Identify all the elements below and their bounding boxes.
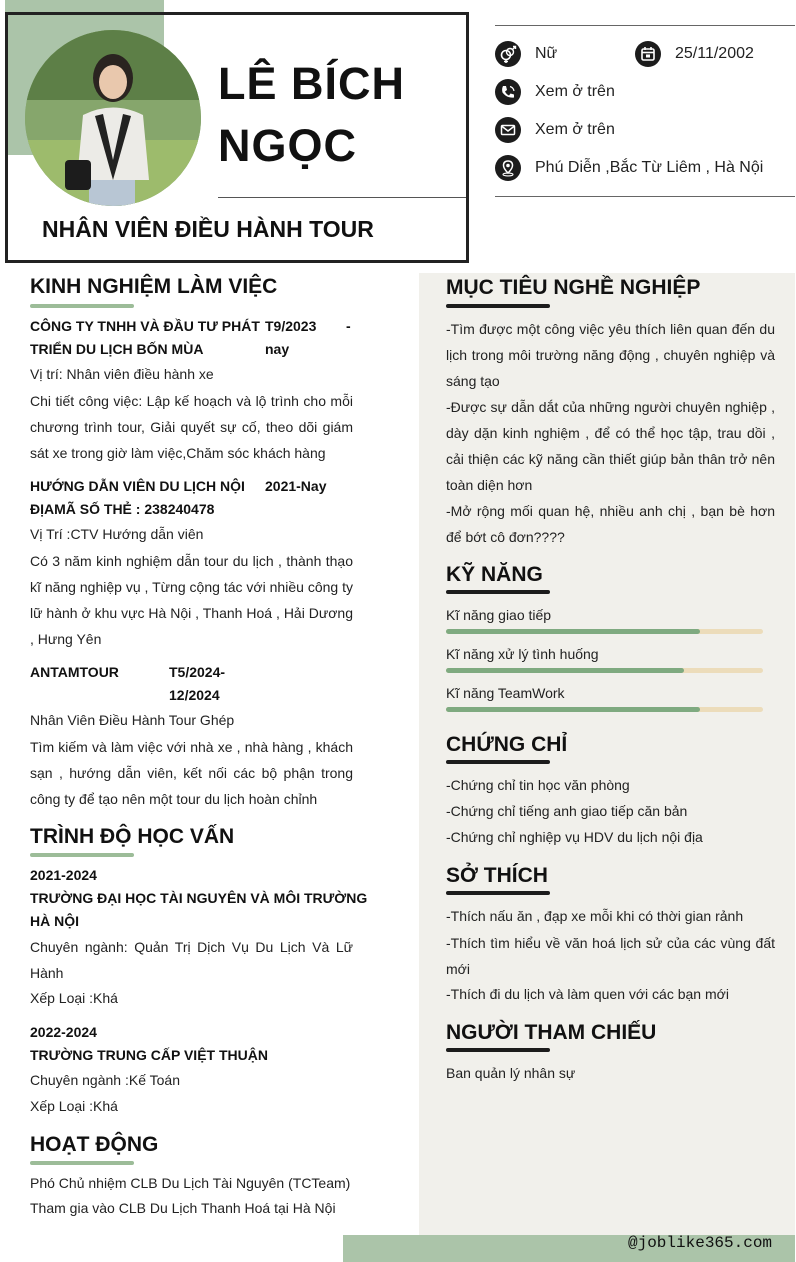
references-title-underline [446,1048,550,1052]
education-title-underline [30,853,134,857]
avatar [25,30,201,206]
job-1-role: Vị trí: Nhân viên điều hành xe [30,366,214,382]
skill-2-bar [446,668,763,673]
skills-title-underline [446,590,550,594]
job-1-company-line1: CÔNG TY TNHH VÀ ĐẦU TƯ PHÁT [30,318,260,334]
contact-top-divider [495,25,795,26]
job-1-description: Chi tiết công việc: Lập kế hoạch và lộ trình cho mỗi chương trình tour, Giải quyết sự cố, theo dõi giám sát xe trong giờ làm việc,Chăm sóc khách hàng [30,393,353,461]
job-2-company-line2: ĐỊAMÃ SỐ THẺ : 238240478 [30,501,215,517]
phone-icon [495,79,521,105]
job-1-date-end: nay [265,341,290,357]
edu-1-school-line2: HÀ NỘI [30,913,79,929]
edu-1-major: Chuyên ngành: Quản Trị Dịch Vụ Du Lịch Và Lữ Hành [30,939,353,981]
footer-watermark: @joblike365.com [628,1234,773,1252]
skill-3-bar [446,707,763,712]
job-3-description: Tìm kiếm và làm việc với nhà xe , nhà hàng , khách sạn , hướng dẫn viên, kết nối các bộ phận trong công ty để tạo nên một tour du lịch hoàn chỉnh [30,739,353,807]
contact-bottom-divider [495,196,795,197]
address-value: Phú Diễn ,Bắc Từ Liêm , Hà Nội [535,159,764,176]
edu-2-years: 2022-2024 [30,1024,97,1040]
job-1-date-start: T9/2023 [265,318,317,334]
name-line-2: NGỌC [218,120,357,171]
name-divider [218,197,466,198]
edu-1-grade: Xếp Loại :Khá [30,990,118,1006]
hobby-item-2: -Thích tìm hiểu về văn hoá lịch sử của các vùng đất mới [446,935,775,977]
experience-title-underline [30,304,134,308]
skill-3-name: Kĩ năng TeamWork [446,685,565,701]
edu-2-school: TRƯỜNG TRUNG CẤP VIỆT THUẬN [30,1047,268,1063]
objective-paragraph-2: -Được sự dẫn dắt của những người chuyên nghiệp , dày dặn kinh nghiệm , để có thể học tập, trau dồi , cải thiện các kỹ năng cần thiết giúp bản thân trở nên toàn diện hơn [446,399,775,493]
experience-title: KINH NGHIỆM LÀM VIỆC [30,275,278,298]
hobbies-title: SỞ THÍCH [446,864,548,887]
certificates-title: CHỨNG CHỈ [446,733,568,756]
job-3-date-end: 12/2024 [169,687,220,703]
calendar-icon [635,41,661,67]
job-2-description: Có 3 năm kinh nghiệm dẫn tour du lịch , thành thạo kĩ năng nghiệp vụ , Từng cộng tác với nhiều công ty lữ hành ở khu vực Hà Nội , Thanh Hoá , Hải Dương , Hưng Yên [30,553,353,647]
skill-2-name: Kĩ năng xử lý tình huống [446,646,599,662]
job-3-role: Nhân Viên Điều Hành Tour Ghép [30,712,235,728]
email-value: Xem ở trên [535,121,615,138]
gender-value: Nữ [535,45,558,62]
job-2-date: 2021-Nay [265,478,327,494]
activity-item-1: Phó Chủ nhiệm CLB Du Lịch Tài Nguyên (TCTeam) [30,1175,351,1191]
hobbies-title-underline [446,891,550,895]
job-title: NHÂN VIÊN ĐIỀU HÀNH TOUR [42,216,374,242]
job-3-date-start: T5/2024- [169,664,226,680]
certificates-title-underline [446,760,550,764]
skill-1-fill [446,629,700,634]
job-3-company: ANTAMTOUR [30,664,119,680]
activity-item-2: Tham gia vào CLB Du Lịch Thanh Hoá tại Hà Nội [30,1200,336,1216]
job-1-company-line2: TRIỂN DU LỊCH BỐN MÙA [30,341,204,357]
edu-1-school-line1: TRƯỜNG ĐẠI HỌC TÀI NGUYÊN VÀ MÔI TRƯỜNG [30,890,368,906]
activities-title-underline [30,1161,134,1165]
skill-2-fill [446,668,684,673]
objective-title: MỤC TIÊU NGHỀ NGHIỆP [446,276,701,299]
edu-1-years: 2021-2024 [30,867,97,883]
objective-paragraph-3: -Mở rộng mối quan hệ, nhiều anh chị , bạn bè hơn để bớt cô đơn???? [446,503,775,545]
hobby-item-1: -Thích nấu ăn , đạp xe mỗi khi có thời gian rảnh [446,908,744,924]
profile-photo [25,30,201,206]
gender-icon [495,41,521,67]
name-line-1: LÊ BÍCH [218,58,405,109]
certificate-item-2: -Chứng chỉ tiếng anh giao tiếp căn bản [446,803,688,819]
edu-2-grade: Xếp Loại :Khá [30,1098,118,1114]
skill-1-name: Kĩ năng giao tiếp [446,607,552,623]
phone-value: Xem ở trên [535,83,615,100]
job-1-date-dash: - [346,318,351,334]
skill-1-bar [446,629,763,634]
job-2-role: Vị Trí :CTV Hướng dẫn viên [30,526,204,542]
hobby-item-3: -Thích đi du lịch và làm quen với các bạn mới [446,986,729,1002]
certificate-item-3: -Chứng chỉ nghiệp vụ HDV du lịch nội địa [446,829,703,845]
certificate-item-1: -Chứng chỉ tin học văn phòng [446,777,630,793]
skill-3-fill [446,707,700,712]
job-2-company-line1: HƯỚNG DẪN VIÊN DU LỊCH NỘI [30,478,245,494]
education-title: TRÌNH ĐỘ HỌC VẤN [30,825,235,848]
edu-2-major: Chuyên ngành :Kế Toán [30,1072,180,1088]
skills-title: KỸ NĂNG [446,563,543,586]
location-icon [495,155,521,181]
references-text: Ban quản lý nhân sự [446,1065,576,1081]
references-title: NGƯỜI THAM CHIẾU [446,1021,657,1044]
birthday-value: 25/11/2002 [675,45,754,62]
email-icon [495,117,521,143]
objective-title-underline [446,304,550,308]
activities-title: HOẠT ĐỘNG [30,1133,159,1156]
objective-paragraph-1: -Tìm được một công việc yêu thích liên quan đến du lịch trong môi trường năng động , chuyên nghiệp và sáng tạo [446,321,775,389]
